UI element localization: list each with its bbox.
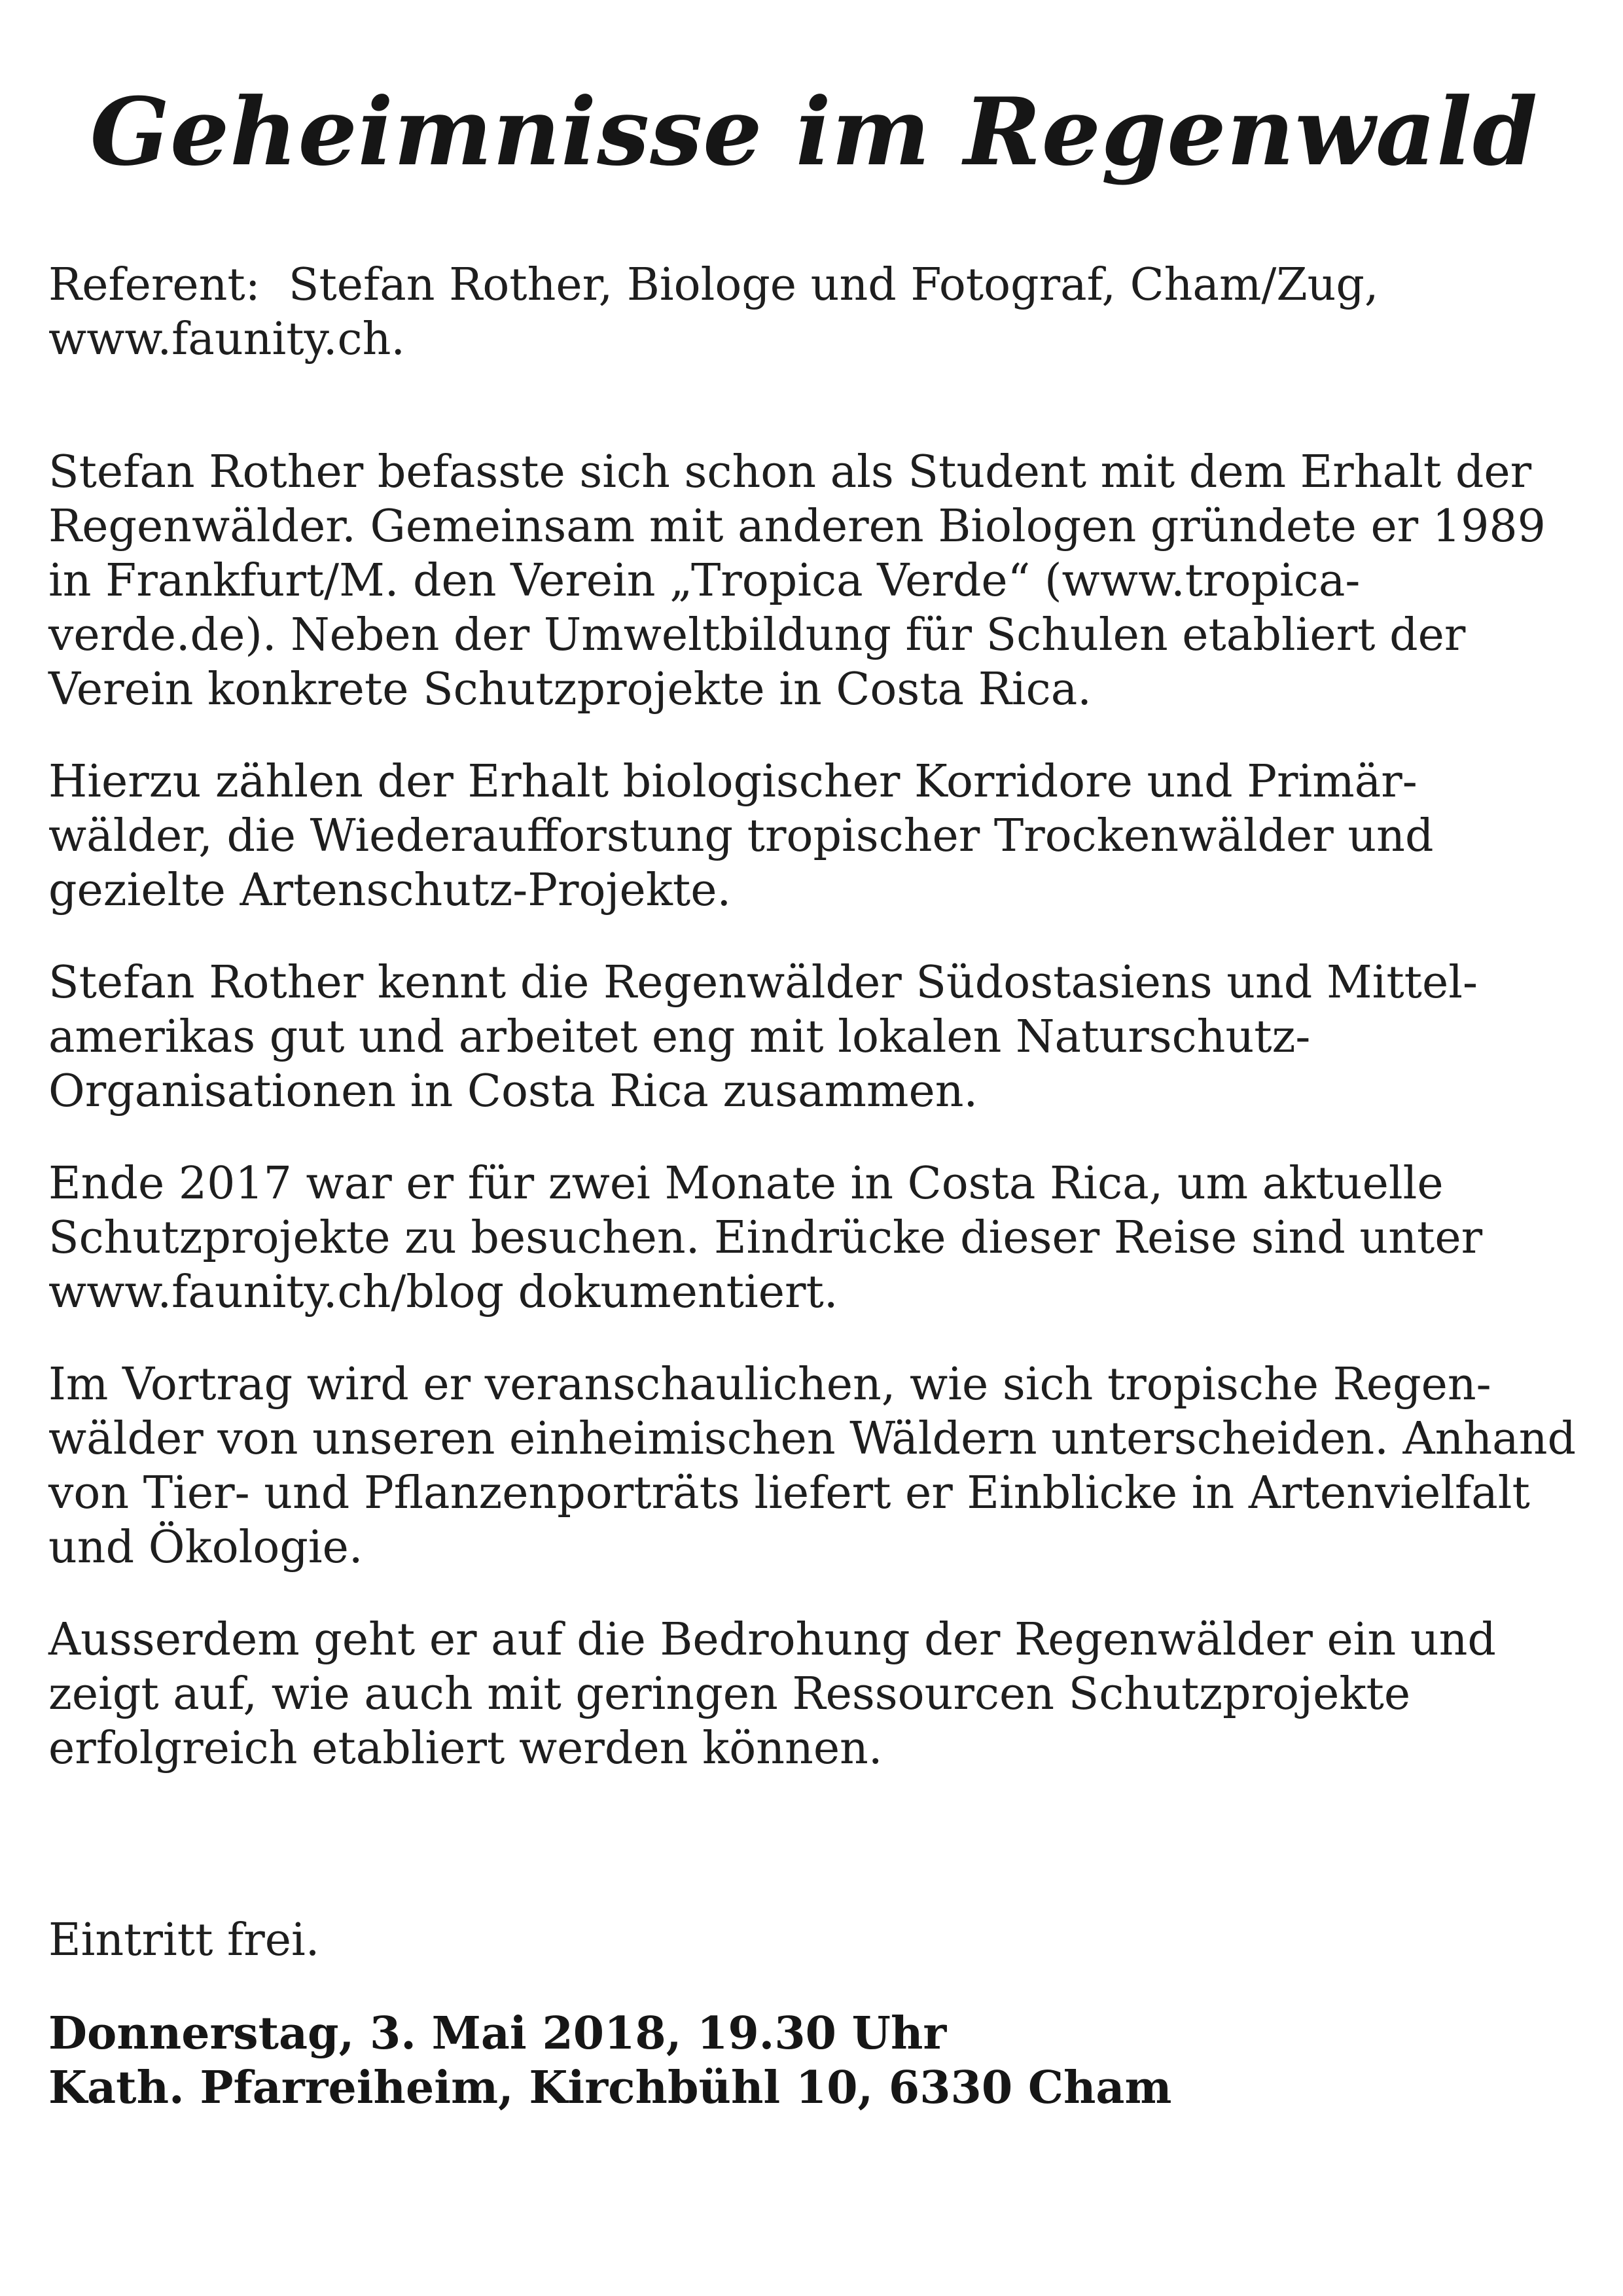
event-location: Kath. Pfarreiheim, Kirchbühl 10, 6330 Cham (48, 2062, 1172, 2114)
paragraph-lecture: Im Vortrag wird er veranschaulichen, wie sich tropische Regen-wälder von unseren einheimischen Wäldern unterscheiden. Anhand von Tier- und Pflanzenporträts liefert er Einblicke in Artenvielfalt und Ökologie. (48, 1359, 1577, 1573)
event-date-time: Donnerstag, 3. Mai 2018, 19.30 Uhr (48, 2007, 947, 2060)
paragraph-projects: Hierzu zählen der Erhalt biologischer Korridore und Primär-wälder, die Wiederaufforstung tropischer Trockenwälder und gezielte Artenschutz-Projekte. (48, 756, 1434, 916)
paragraph-intro: Stefan Rother befasste sich schon als Student mit dem Erhalt der Regenwälder. Gemeinsam mit anderen Biologen gründete er 1989 in Frankfurt/M. den Verein „Tropica Verde“ (www.tropica-verde.de). Neben der Umweltbildung für Schulen etabliert der Verein konkrete Schutzprojekte in Costa Rica. (48, 446, 1546, 715)
referent-text: Stefan Rother, Biologe und Fotograf, Cham/Zug, www.faunity.ch. (48, 259, 1379, 365)
event-details (48, 2007, 1580, 2115)
referent-label: Referent: (48, 259, 260, 311)
paragraph-experience: Stefan Rother kennt die Regenwälder Südostasiens und Mittel-amerikas gut und arbeitet eng mit lokalen Naturschutz-Organisationen in Costa Rica zusammen. (48, 957, 1478, 1117)
referent-line (48, 258, 1580, 367)
paragraph-trip: Ende 2017 war er für zwei Monate in Costa Rica, um aktuelle Schutzprojekte zu besuchen. Eindrücke dieser Reise sind unter www.faunity.ch/blog dokumentiert. (48, 1158, 1483, 1318)
admission-note: Eintritt frei. (48, 1914, 320, 1966)
page-title: Geheimnisse im Regenwald (90, 78, 1539, 187)
paragraph-threats: Ausserdem geht er auf die Bedrohung der Regenwälder ein und zeigt auf, wie auch mit geringen Ressourcen Schutzprojekte erfolgreich etabliert werden können. (48, 1614, 1496, 1774)
flyer-page (48, 0, 1580, 2115)
